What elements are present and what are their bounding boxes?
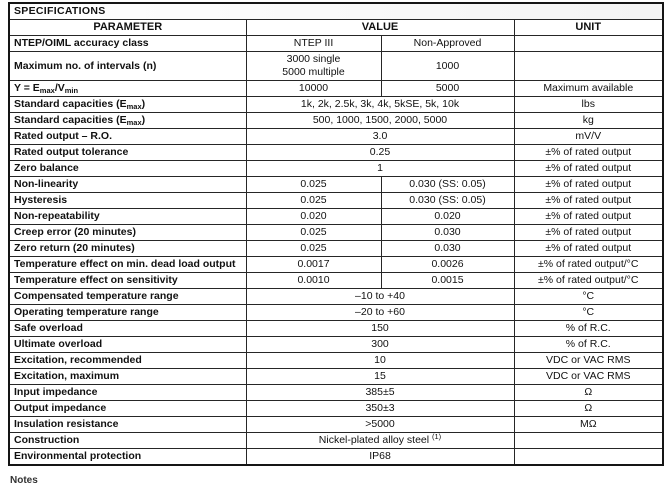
page-title: SPECIFICATIONS	[9, 3, 663, 20]
value-cell: 500, 1000, 1500, 2000, 5000	[246, 113, 514, 129]
parameter-cell: Ultimate overload	[9, 337, 246, 353]
value-cell: 0.025	[246, 177, 381, 193]
spec-row	[9, 305, 663, 321]
unit-cell: ±% of rated output	[514, 145, 663, 161]
unit-cell: Maximum available	[514, 81, 663, 97]
spec-row	[9, 369, 663, 385]
value-cell: Non-Approved	[381, 36, 514, 52]
value-cell: 0.025	[246, 193, 381, 209]
unit-cell: ±% of rated output	[514, 209, 663, 225]
value-cell: 0.025	[246, 225, 381, 241]
value-cell: 300	[246, 337, 514, 353]
unit-cell: kg	[514, 113, 663, 129]
value-cell: 0.025	[246, 241, 381, 257]
value-cell: 0.020	[381, 209, 514, 225]
value-cell: 385±5	[246, 385, 514, 401]
spec-row	[9, 81, 663, 97]
value-cell: 0.030	[381, 241, 514, 257]
col-header-unit: UNIT	[514, 20, 663, 36]
parameter-cell: Output impedance	[9, 401, 246, 417]
spec-row	[9, 129, 663, 145]
value-cell: 1	[246, 161, 514, 177]
spec-row	[9, 193, 663, 209]
parameter-cell: Safe overload	[9, 321, 246, 337]
spec-row	[9, 321, 663, 337]
spec-table-body	[9, 36, 663, 466]
value-cell: 5000	[381, 81, 514, 97]
value-cell: 0.020	[246, 209, 381, 225]
value-cell: 1k, 2k, 2.5k, 3k, 4k, 5kSE, 5k, 10k	[246, 97, 514, 113]
spec-row	[9, 417, 663, 433]
value-cell: –20 to +60	[246, 305, 514, 321]
specifications-table	[8, 2, 664, 466]
parameter-cell: Zero balance	[9, 161, 246, 177]
parameter-cell: Insulation resistance	[9, 417, 246, 433]
value-cell: 10000	[246, 81, 381, 97]
unit-cell	[514, 433, 663, 449]
parameter-cell: Compensated temperature range	[9, 289, 246, 305]
unit-cell: ±% of rated output	[514, 177, 663, 193]
unit-cell: ±% of rated output	[514, 193, 663, 209]
unit-cell: VDC or VAC RMS	[514, 369, 663, 385]
value-cell: IP68	[246, 449, 514, 466]
parameter-cell: Temperature effect on min. dead load output	[9, 257, 246, 273]
spec-row	[9, 401, 663, 417]
unit-cell: ±% of rated output/°C	[514, 273, 663, 289]
spec-row	[9, 225, 663, 241]
value-cell: 150	[246, 321, 514, 337]
spec-row	[9, 273, 663, 289]
unit-cell: °C	[514, 289, 663, 305]
value-cell: 0.0015	[381, 273, 514, 289]
spec-row	[9, 145, 663, 161]
unit-cell: lbs	[514, 97, 663, 113]
notes-label-clipped: Notes	[10, 475, 38, 486]
unit-cell: mV/V	[514, 129, 663, 145]
parameter-cell: Non-linearity	[9, 177, 246, 193]
unit-cell: ±% of rated output	[514, 161, 663, 177]
value-cell: 350±3	[246, 401, 514, 417]
parameter-cell: NTEP/OIML accuracy class	[9, 36, 246, 52]
table-title-row	[9, 3, 663, 20]
spec-row	[9, 241, 663, 257]
value-cell: 3000 single 5000 multiple	[246, 52, 381, 81]
spec-row	[9, 52, 663, 81]
value-cell: 0.0010	[246, 273, 381, 289]
value-cell: 0.0026	[381, 257, 514, 273]
value-cell: >5000	[246, 417, 514, 433]
parameter-cell: Construction	[9, 433, 246, 449]
value-cell: 1000	[381, 52, 514, 81]
unit-cell	[514, 449, 663, 466]
parameter-cell: Operating temperature range	[9, 305, 246, 321]
unit-cell: Ω	[514, 385, 663, 401]
parameter-cell: Rated output tolerance	[9, 145, 246, 161]
value-cell: 0.030	[381, 225, 514, 241]
unit-cell: ±% of rated output	[514, 225, 663, 241]
value-cell: 10	[246, 353, 514, 369]
unit-cell: ±% of rated output	[514, 241, 663, 257]
spec-row	[9, 36, 663, 52]
parameter-cell: Standard capacities $(E_{max})$	[9, 97, 246, 113]
spec-row	[9, 353, 663, 369]
unit-cell: ±% of rated output/°C	[514, 257, 663, 273]
spec-row	[9, 97, 663, 113]
parameter-cell: $Y = E_{max}/V_{min}$	[9, 81, 246, 97]
value-cell: NTEP III	[246, 36, 381, 52]
unit-cell: % of R.C.	[514, 337, 663, 353]
parameter-cell: Standard capacities $(E_{max})$	[9, 113, 246, 129]
parameter-cell: Maximum no. of intervals (n)	[9, 52, 246, 81]
unit-cell: Ω	[514, 401, 663, 417]
table-header-row	[9, 20, 663, 36]
col-header-value: VALUE	[246, 20, 514, 36]
unit-cell: MΩ	[514, 417, 663, 433]
spec-row	[9, 177, 663, 193]
spec-row	[9, 289, 663, 305]
spec-row	[9, 257, 663, 273]
parameter-cell: Hysteresis	[9, 193, 246, 209]
spec-row	[9, 337, 663, 353]
unit-cell: VDC or VAC RMS	[514, 353, 663, 369]
spec-row	[9, 161, 663, 177]
parameter-cell: Environmental protection	[9, 449, 246, 466]
parameter-cell: Input impedance	[9, 385, 246, 401]
spec-row	[9, 433, 663, 449]
value-cell: –10 to +40	[246, 289, 514, 305]
parameter-cell: Excitation, recommended	[9, 353, 246, 369]
value-cell: 0.25	[246, 145, 514, 161]
parameter-cell: Excitation, maximum	[9, 369, 246, 385]
spec-row	[9, 113, 663, 129]
parameter-cell: Non-repeatability	[9, 209, 246, 225]
value-cell: Nickel-plated alloy steel $^{(1)}$	[246, 433, 514, 449]
unit-cell: °C	[514, 305, 663, 321]
spec-row	[9, 385, 663, 401]
parameter-cell: Creep error (20 minutes)	[9, 225, 246, 241]
value-cell: 15	[246, 369, 514, 385]
value-cell: 0.030 (SS: 0.05)	[381, 177, 514, 193]
unit-cell: % of R.C.	[514, 321, 663, 337]
value-cell: 3.0	[246, 129, 514, 145]
parameter-cell: Rated output – R.O.	[9, 129, 246, 145]
value-cell: 0.030 (SS: 0.05)	[381, 193, 514, 209]
spec-row	[9, 449, 663, 466]
parameter-cell: Zero return (20 minutes)	[9, 241, 246, 257]
value-cell: 0.0017	[246, 257, 381, 273]
parameter-cell: Temperature effect on sensitivity	[9, 273, 246, 289]
unit-cell	[514, 36, 663, 52]
unit-cell	[514, 52, 663, 81]
col-header-parameter: PARAMETER	[9, 20, 246, 36]
spec-row	[9, 209, 663, 225]
